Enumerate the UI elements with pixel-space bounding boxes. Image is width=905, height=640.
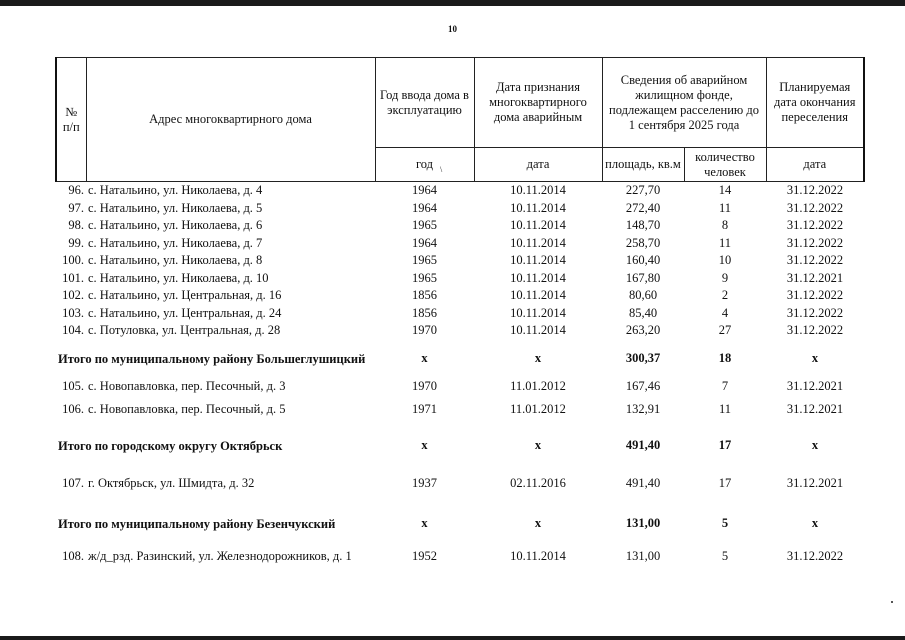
row-address: ж/д_рзд. Разинский, ул. Железнодорожников, д. 1 bbox=[88, 548, 352, 563]
row-year: 1970 bbox=[412, 323, 437, 337]
row-address: с. Натальино, ул. Николаева, д. 6 bbox=[88, 218, 263, 232]
page-number: 10 bbox=[448, 24, 457, 34]
total-date: x bbox=[534, 516, 542, 530]
row-area: 160,40 bbox=[625, 253, 661, 267]
scan-tick-mark: \ bbox=[440, 165, 443, 174]
row-planned: 31.12.2022 bbox=[786, 235, 844, 250]
row-address: с. Натальино, ул. Николаева, д. 10 bbox=[88, 270, 269, 285]
row-date: 10.11.2014 bbox=[510, 218, 566, 232]
total-row bbox=[56, 424, 864, 468]
row-num: 108. bbox=[62, 548, 84, 563]
row-planned: 31.12.2022 bbox=[786, 218, 844, 232]
col-num-header: № п/п bbox=[56, 58, 86, 182]
header-row bbox=[56, 58, 864, 148]
row-people: 11 bbox=[718, 200, 732, 215]
row-num: 101. bbox=[62, 270, 84, 285]
row-planned: 31.12.2021 bbox=[786, 270, 844, 285]
row-address: с. Новопавловка, пер. Песочный, д. 5 bbox=[88, 401, 286, 416]
row-people: 10 bbox=[718, 253, 732, 267]
row-num: 103. bbox=[62, 305, 84, 320]
table-row bbox=[56, 378, 864, 401]
row-planned: 31.12.2022 bbox=[786, 323, 844, 337]
row-year: 1937 bbox=[412, 476, 437, 490]
table-row bbox=[56, 235, 864, 253]
row-year: 1964 bbox=[412, 200, 437, 215]
sub-people: количество человек bbox=[684, 148, 766, 182]
total-people: 18 bbox=[718, 351, 732, 365]
row-address: г. Октябрьск, ул. Шмидта, д. 32 bbox=[88, 476, 255, 490]
row-year: 1856 bbox=[412, 288, 437, 302]
total-planned: x bbox=[811, 516, 819, 530]
table-row bbox=[56, 252, 864, 270]
total-year: x bbox=[421, 351, 428, 365]
row-num: 100. bbox=[62, 253, 84, 267]
table-row bbox=[56, 287, 864, 305]
row-area: 263,20 bbox=[625, 323, 661, 337]
row-planned: 31.12.2021 bbox=[786, 476, 844, 490]
row-num: 98. bbox=[68, 218, 84, 232]
row-date: 11.01.2012 bbox=[510, 378, 566, 393]
row-year: 1964 bbox=[412, 183, 437, 197]
row-num: 96. bbox=[68, 183, 84, 197]
row-area: 227,70 bbox=[625, 183, 661, 197]
total-planned: x bbox=[811, 351, 819, 365]
row-date: 10.11.2014 bbox=[510, 183, 566, 197]
total-year: x bbox=[421, 516, 428, 530]
row-num: 102. bbox=[62, 288, 84, 302]
row-people: 5 bbox=[721, 548, 729, 563]
row-date: 10.11.2014 bbox=[510, 235, 566, 250]
top-border bbox=[0, 0, 905, 6]
sub-planned: дата bbox=[766, 148, 864, 182]
table-row bbox=[56, 200, 864, 218]
total-label: Итого по муниципальному району Безенчукский bbox=[58, 516, 336, 531]
row-area: 80,60 bbox=[628, 288, 658, 302]
total-area: 491,40 bbox=[625, 438, 661, 452]
row-people: 11 bbox=[718, 401, 732, 416]
row-num: 106. bbox=[62, 401, 84, 416]
row-planned: 31.12.2021 bbox=[786, 401, 844, 416]
row-num: 99. bbox=[68, 235, 84, 250]
row-date: 10.11.2014 bbox=[510, 200, 566, 215]
col-recognized-header: Дата признания многоквартирного дома аварийным bbox=[474, 58, 602, 148]
row-date: 10.11.2014 bbox=[510, 548, 566, 563]
row-year: 1971 bbox=[412, 401, 437, 416]
row-area: 132,91 bbox=[625, 401, 661, 416]
row-people: 4 bbox=[721, 305, 729, 320]
row-num: 97. bbox=[68, 200, 84, 215]
row-area: 272,40 bbox=[625, 200, 661, 215]
table-row bbox=[56, 217, 864, 235]
row-people: 27 bbox=[718, 323, 732, 337]
row-planned: 31.12.2022 bbox=[786, 253, 844, 267]
row-date: 10.11.2014 bbox=[510, 253, 566, 267]
col-info-header: Сведения об аварийном жилищном фонде, подлежащем расселению до 1 сентября 2025 года bbox=[602, 58, 766, 148]
row-num: 105. bbox=[62, 378, 84, 393]
row-date: 10.11.2014 bbox=[510, 305, 566, 320]
table-row bbox=[56, 182, 864, 200]
row-address: с. Потуловка, ул. Центральная, д. 28 bbox=[88, 323, 281, 337]
row-year: 1965 bbox=[412, 270, 437, 285]
row-people: 11 bbox=[718, 235, 732, 250]
total-area: 131,00 bbox=[625, 516, 661, 530]
row-date: 10.11.2014 bbox=[510, 270, 566, 285]
row-address: с. Натальино, ул. Николаева, д. 8 bbox=[88, 253, 263, 267]
row-address: с. Натальино, ул. Центральная, д. 24 bbox=[88, 305, 282, 320]
total-people: 17 bbox=[718, 438, 732, 452]
row-area: 258,70 bbox=[625, 235, 661, 250]
row-address: с. Натальино, ул. Николаева, д. 4 bbox=[88, 183, 263, 197]
row-area: 85,40 bbox=[628, 305, 658, 320]
total-year: x bbox=[421, 438, 428, 452]
table-row bbox=[56, 401, 864, 424]
row-num: 104. bbox=[62, 323, 84, 337]
row-address: с. Натальино, ул. Николаева, д. 5 bbox=[88, 200, 263, 215]
row-address: с. Натальино, ул. Центральная, д. 16 bbox=[88, 288, 282, 302]
table-row bbox=[56, 322, 864, 340]
resettlement-table bbox=[55, 57, 865, 565]
row-people: 9 bbox=[721, 270, 729, 285]
total-date: x bbox=[534, 351, 542, 365]
row-address: с. Натальино, ул. Николаева, д. 7 bbox=[88, 235, 263, 250]
col-year-header: Год ввода дома в эксплуатацию bbox=[375, 58, 474, 148]
total-row bbox=[56, 500, 864, 548]
total-label: Итого по муниципальному району Большеглушицкий bbox=[58, 351, 366, 366]
row-year: 1856 bbox=[412, 305, 437, 320]
row-people: 2 bbox=[721, 288, 729, 302]
table-row bbox=[56, 270, 864, 288]
row-date: 10.11.2014 bbox=[510, 323, 566, 337]
row-planned: 31.12.2022 bbox=[786, 200, 844, 215]
row-people: 17 bbox=[718, 476, 732, 490]
row-people: 7 bbox=[721, 378, 729, 393]
row-area: 491,40 bbox=[625, 476, 661, 490]
total-label: Итого по городскому округу Октябрьск bbox=[58, 438, 283, 453]
row-planned: 31.12.2021 bbox=[786, 378, 844, 393]
row-area: 167,46 bbox=[625, 378, 661, 393]
sub-date: дата bbox=[474, 148, 602, 182]
sub-year: год bbox=[375, 148, 474, 182]
row-area: 148,70 bbox=[625, 218, 661, 232]
row-date: 10.11.2014 bbox=[510, 288, 566, 302]
row-date: 11.01.2012 bbox=[510, 401, 566, 416]
row-area: 131,00 bbox=[625, 548, 661, 563]
scan-speck bbox=[891, 601, 893, 603]
row-year: 1965 bbox=[412, 253, 437, 267]
row-num: 107. bbox=[62, 476, 84, 490]
col-address-header: Адрес многоквартирного дома bbox=[86, 58, 375, 182]
table-row bbox=[56, 548, 864, 566]
row-year: 1964 bbox=[412, 235, 437, 250]
row-address: с. Новопавловка, пер. Песочный, д. 3 bbox=[88, 378, 286, 393]
col-planned-header: Планируемая дата окончания переселения bbox=[766, 58, 864, 148]
bottom-border bbox=[0, 636, 905, 640]
row-planned: 31.12.2022 bbox=[786, 183, 844, 197]
table-row bbox=[56, 468, 864, 500]
total-people: 5 bbox=[721, 516, 729, 530]
total-planned: x bbox=[811, 438, 819, 452]
sub-area: площадь, кв.м bbox=[602, 148, 684, 182]
row-people: 8 bbox=[721, 218, 729, 232]
row-planned: 31.12.2022 bbox=[786, 548, 844, 563]
total-area: 300,37 bbox=[625, 351, 661, 365]
row-year: 1970 bbox=[412, 378, 437, 393]
row-date: 02.11.2016 bbox=[510, 476, 566, 490]
row-year: 1965 bbox=[412, 218, 437, 232]
row-area: 167,80 bbox=[625, 270, 661, 285]
row-planned: 31.12.2022 bbox=[786, 288, 844, 302]
row-year: 1952 bbox=[412, 548, 437, 563]
row-planned: 31.12.2022 bbox=[786, 305, 844, 320]
row-people: 14 bbox=[718, 183, 732, 197]
total-date: x bbox=[534, 438, 542, 452]
table-row bbox=[56, 305, 864, 323]
total-row bbox=[56, 340, 864, 378]
